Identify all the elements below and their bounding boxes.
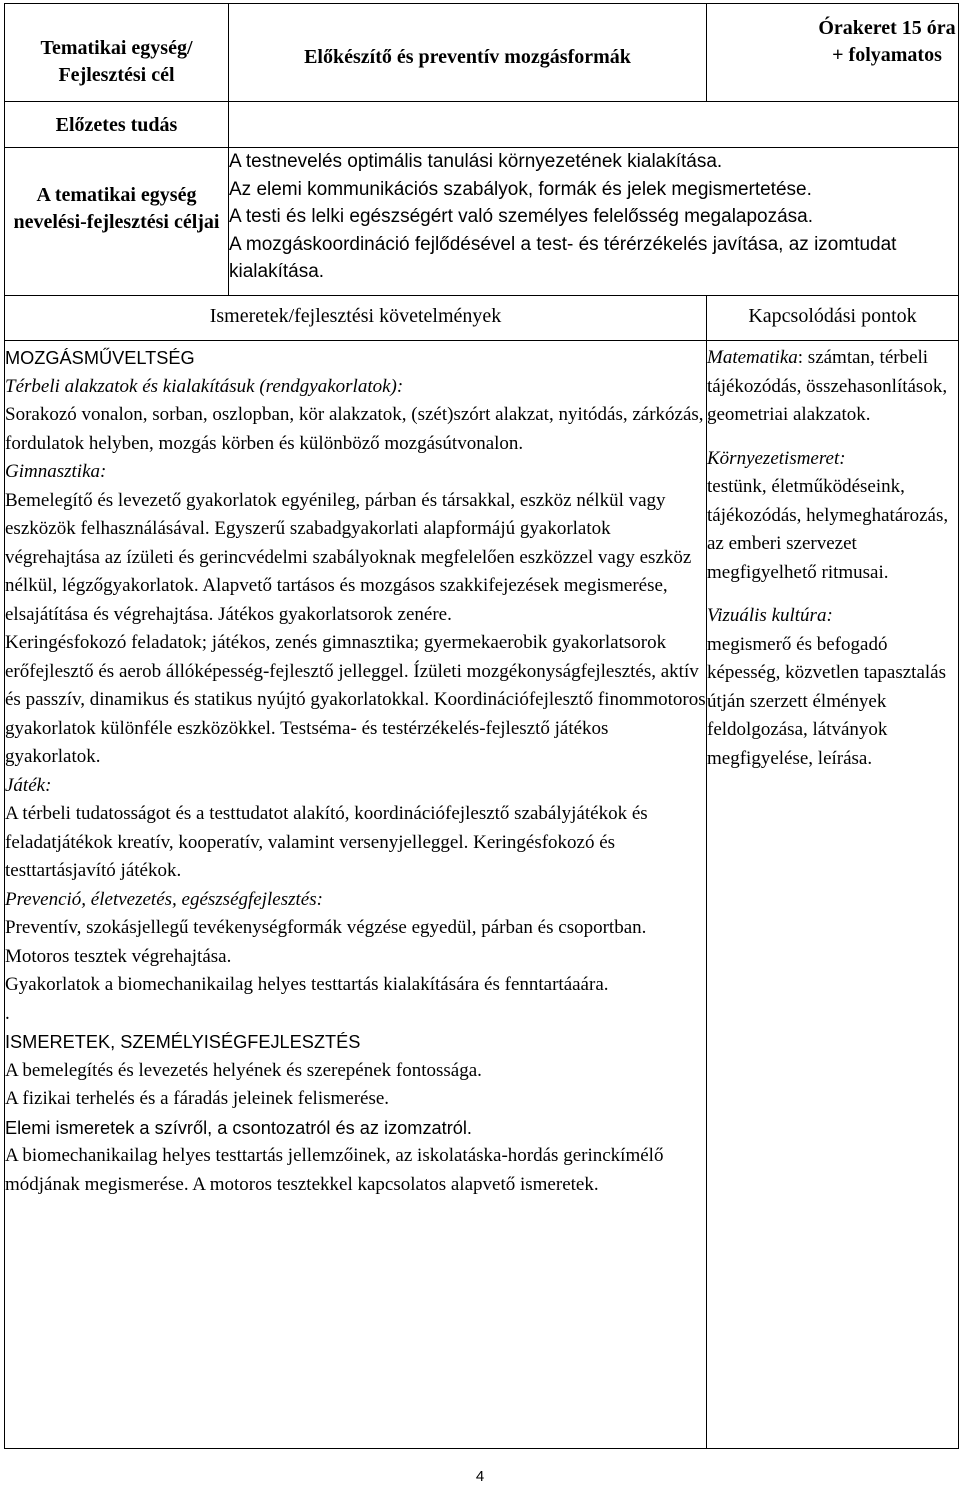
goal-line-2: Az elemi kommunikációs szabályok, formák és jelek megismertetése. — [229, 178, 812, 200]
goals-label: A tematikai egység nevelési-fejlesztési céljai — [13, 184, 220, 233]
hours-label: Órakeret 15 óra + folyamatos — [818, 17, 956, 66]
section-gymnastics-text: Bemelegítő és levezető gyakorlatok egyénileg, párban és társakkal, eszköz nélkül vagy eszközök felhasználásával. Egyszerű szabadgyakorlati alapformájú gyakorlatok végrehajtása az ízületi és gerincvédelmi szabályoknak megfelelően eszközzel vagy eszköz nélkül, légzőgyakorlatok. Alapvető tartásos és mozgásos szakkifejezések megismerése, elsajátítása és végrehajtása. Játékos gyakorlatsorok zenére. — [5, 489, 692, 625]
section-spatial-text: Sorakozó vonalon, sorban, oszlopban, kör alakzatok, (szét)szórt alakzat, nyitódás, zárkózás, fordulatok helyben, mozgás körben és különböző mozgásútvonalon. — [5, 404, 704, 454]
curriculum-table-wrapper — [4, 3, 958, 1449]
section-gymnastics-text-2: Keringésfokozó feladatok; játékos, zenés gimnasztika; gyermekaerobik gyakorlatsorok erőfejlesztő és aerob állóképesség-fejlesztő jelleggel. Ízületi mozgékonyságfejlesztés, aktív és passzív, dinamikus és statikus nyújtó gyakorlatokkal. Koordinációfejlesztő finommotoros gyakorlatok különféle eszközökkel. Testséma- és testérzékelés-fejlesztő játékos gyakorlatok. — [5, 632, 706, 767]
separator-dot: . — [5, 1002, 10, 1024]
column-header-row — [5, 296, 959, 341]
goal-line-4: A mozgáskoordináció fejlődésével a test- és térérzékelés javítása, az izomtudat kialakítása. — [229, 233, 897, 282]
unit-label: Tematikai egység/ Fejlesztési cél — [40, 37, 193, 86]
unit-label-cell — [5, 4, 229, 102]
section-gymnastics-subheading: Gimnasztika: — [5, 461, 107, 482]
section-game-text: A térbeli tudatosságot és a testtudatot alakító, koordinációfejlesztő szabályjátékok és feladatjátékok kreatív, kooperatív, valamint versenyjelleggel. Keringésfokozó és testtartásjavító játékok. — [5, 803, 648, 881]
section-knowledge-text-4: A biomechanikailag helyes testtartás jellemzőinek, az iskolatáska-hordás gerinckímélő módjának megismerése. A motoros tesztekkel kapcsolatos alapvető ismeretek. — [5, 1145, 664, 1195]
section-prevention-subheading: Prevenció, életvezetés, egészségfejlesztés: — [5, 888, 323, 910]
connections-header-cell — [707, 296, 959, 341]
goals-row — [5, 148, 959, 296]
connection-visual-text: megismerő és befogadó képesség, közvetlen tapasztalás útján szerzett élmények feldolgozása, látványok megfigyelése, leírása. — [707, 633, 946, 769]
connections-header: Kapcsolódási pontok — [748, 305, 917, 327]
connection-math — [707, 344, 958, 430]
requirements-header-cell — [5, 296, 707, 341]
section-prevention-text-2: Motoros tesztek végrehajtása. — [5, 945, 232, 967]
connection-env-text: testünk, életműködéseink, tájékozódás, helymeghatározás, az emberi szervezet megfigyelhető ritmusai. — [707, 476, 949, 583]
goals-text-cell — [229, 148, 959, 296]
unit-title-cell — [229, 4, 707, 102]
connection-math-text: : számtan, térbeli tájékozódás, összehasonlítások, geometriai alakzatok. — [707, 347, 948, 425]
section-knowledge-text-3: Elemi ismeretek a szívről, a csontozatról és az izomzatról. — [5, 1117, 472, 1138]
section-spatial-subheading: Térbeli alakzatok és kialakításuk (rendgyakorlatok): — [5, 375, 404, 397]
goals-label-cell — [5, 148, 229, 296]
hours-cell — [707, 4, 959, 102]
section-knowledge-text-2: A fizikai terhelés és a fáradás jeleinek felismerése. — [5, 1088, 390, 1109]
section-movement-heading: MOZGÁSMŰVELTSÉG — [5, 348, 195, 368]
prior-knowledge-label-cell — [5, 102, 229, 148]
prior-knowledge-value-cell — [229, 102, 959, 148]
requirements-cell — [5, 341, 707, 1449]
goal-line-1: A testnevelés optimális tanulási környezetének kialakítása. — [229, 151, 723, 172]
header-row — [5, 4, 959, 102]
section-knowledge-heading: ISMERETEK, SZEMÉLYISÉGFEJLESZTÉS — [5, 1032, 361, 1052]
prior-knowledge-label: Előzetes tudás — [55, 114, 178, 136]
section-knowledge-text-1: A bemelegítés és levezetés helyének és szerepének fontossága. — [5, 1059, 482, 1081]
section-prevention-text-3: Gyakorlatok a biomechanikailag helyes testtartás kialakítására és fenntartáaára. — [5, 974, 609, 995]
section-game-subheading: Játék: — [5, 774, 52, 796]
curriculum-table — [4, 3, 959, 1449]
content-row — [5, 341, 959, 1449]
connection-visual-label: Vizuális kultúra: — [707, 605, 833, 626]
connection-math-label: Matematika — [707, 347, 798, 368]
goal-line-3: A testi és lelki egészségért való személyes felelősség megalapozása. — [229, 206, 814, 227]
unit-title: Előkészítő és preventív mozgásformák — [304, 46, 631, 68]
section-prevention-text-1: Preventív, szokásjellegű tevékenységformák végzése egyedül, párban és csoportban. — [5, 917, 647, 938]
prior-knowledge-row — [5, 102, 959, 148]
requirements-header: Ismeretek/fejlesztési követelmények — [209, 305, 502, 327]
connection-env-label: Környezetismeret: — [707, 447, 846, 469]
connections-cell — [707, 341, 959, 1449]
page-number: 4 — [475, 1468, 485, 1485]
